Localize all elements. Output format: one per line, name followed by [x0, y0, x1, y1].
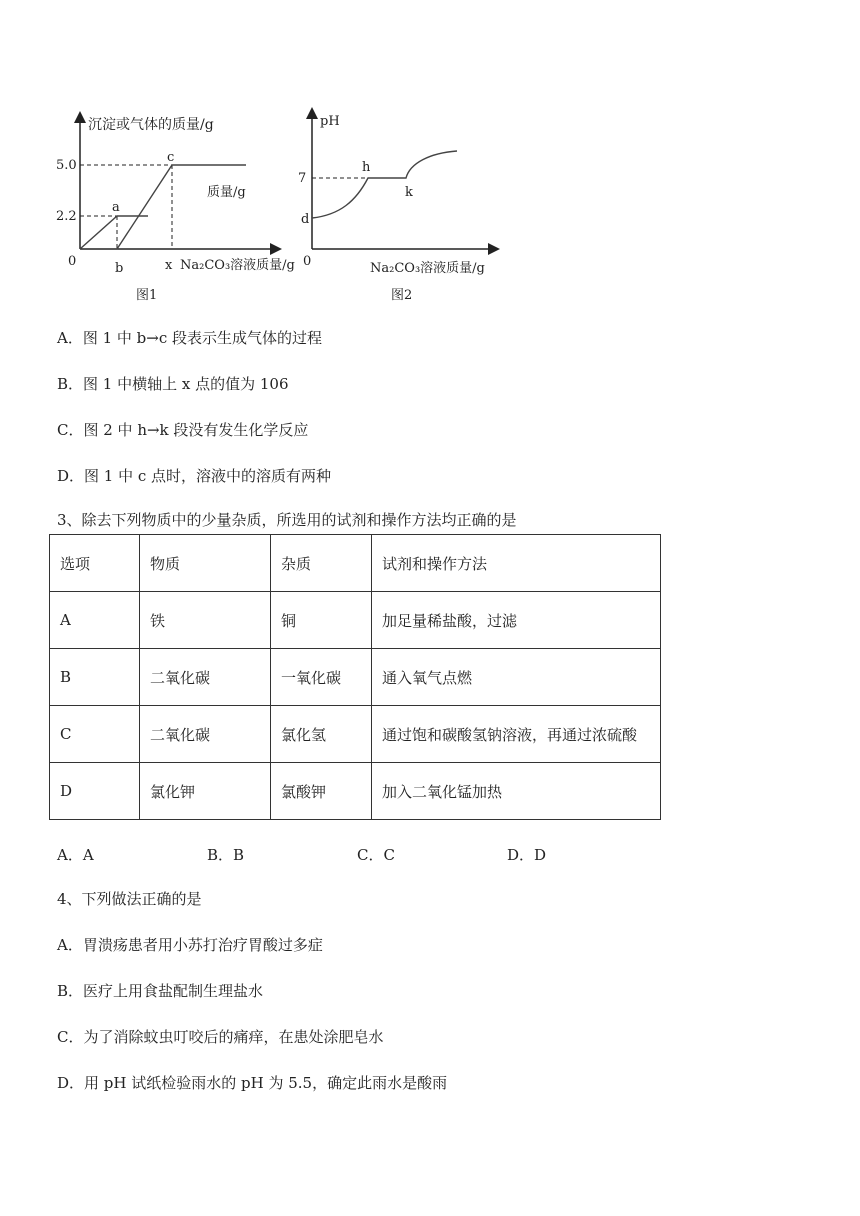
fig2-point-h: h	[362, 160, 371, 175]
table-header: 杂质	[271, 535, 372, 592]
table-cell: 通入氧气点燃	[372, 649, 661, 706]
fig1-inner-label: 质量/g	[207, 185, 246, 200]
table-cell: B	[50, 649, 140, 706]
fig1-tick-5: 5.0	[56, 158, 77, 173]
figure-2	[292, 105, 512, 305]
q4-option-d: D．用 pH 试纸检验雨水的 pH 为 5.5，确定此雨水是酸雨	[57, 1074, 448, 1092]
q2-option-d: D．图 1 中 c 点时，溶液中的溶质有两种	[57, 467, 332, 485]
table-cell: 氯化氢	[271, 706, 372, 763]
fig1-precipitate-line	[117, 165, 246, 249]
table-cell: 通过饱和碳酸氢钠溶液，再通过浓硫酸	[372, 706, 661, 763]
q4-option-a: A．胃溃疡患者用小苏打治疗胃酸过多症	[57, 936, 323, 954]
fig2-point-d: d	[301, 212, 310, 227]
table-cell: 加入二氧化锰加热	[372, 763, 661, 820]
table-header: 试剂和操作方法	[372, 535, 661, 592]
q4-stem: 4、下列做法正确的是	[57, 890, 202, 908]
fig1-gas-line	[80, 216, 148, 249]
table-header: 物质	[140, 535, 271, 592]
table-row	[50, 649, 661, 706]
fig1-point-b: b	[115, 261, 124, 276]
fig1-ylabel: 沉淀或气体的质量/g	[88, 117, 214, 133]
q3-stem: 3、除去下列物质中的少量杂质，所选用的试剂和操作方法均正确的是	[57, 511, 517, 529]
fig1-origin: 0	[68, 254, 77, 269]
fig1-tick-2-2: 2.2	[56, 209, 77, 224]
fig1-point-x: x	[165, 258, 173, 273]
fig1-xlabel: Na₂CO₃溶液质量/g	[180, 258, 295, 273]
table-header: 选项	[50, 535, 140, 592]
q4-option-b: B．医疗上用食盐配制生理盐水	[57, 982, 264, 1000]
q2-option-c: C．图 2 中 h→k 段没有发生化学反应	[57, 421, 309, 439]
q2-option-b: B．图 1 中横轴上 x 点的值为 106	[57, 375, 289, 393]
table-header-row	[50, 535, 661, 592]
table-row	[50, 706, 661, 763]
fig1-point-c: c	[167, 150, 175, 165]
table-cell: 氯酸钾	[271, 763, 372, 820]
table-cell: A	[50, 592, 140, 649]
fig2-tick-7: 7	[298, 171, 307, 186]
q2-option-a: A．图 1 中 b→c 段表示生成气体的过程	[57, 329, 323, 347]
table-cell: 氯化钾	[140, 763, 271, 820]
q3-choice-b: B．B	[207, 846, 245, 864]
table-row	[50, 763, 661, 820]
table-cell: D	[50, 763, 140, 820]
table-row	[50, 592, 661, 649]
fig1-caption: 图1	[136, 288, 158, 303]
table-cell: 加足量稀盐酸，过滤	[372, 592, 661, 649]
q3-choice-d: D．D	[507, 846, 547, 864]
table-cell: 二氧化碳	[140, 706, 271, 763]
q3-choice-c: C．C	[357, 846, 395, 864]
table-cell: 二氧化碳	[140, 649, 271, 706]
fig1-point-a: a	[112, 200, 120, 215]
q3-table	[49, 534, 661, 820]
table-cell: 铜	[271, 592, 372, 649]
fig2-point-k: k	[405, 185, 413, 200]
fig2-ylabel: pH	[320, 114, 340, 129]
table-cell: 一氧化碳	[271, 649, 372, 706]
fig2-origin: 0	[303, 254, 312, 269]
table-cell: 铁	[140, 592, 271, 649]
q3-choice-a: A．A	[57, 846, 94, 864]
q4-option-c: C．为了消除蚊虫叮咬后的痛痒，在患处涂肥皂水	[57, 1028, 384, 1046]
fig2-xlabel: Na₂CO₃溶液质量/g	[370, 261, 485, 276]
figure-1	[50, 105, 310, 305]
fig2-ph-curve	[312, 151, 457, 218]
table-cell: C	[50, 706, 140, 763]
fig2-caption: 图2	[391, 288, 413, 303]
